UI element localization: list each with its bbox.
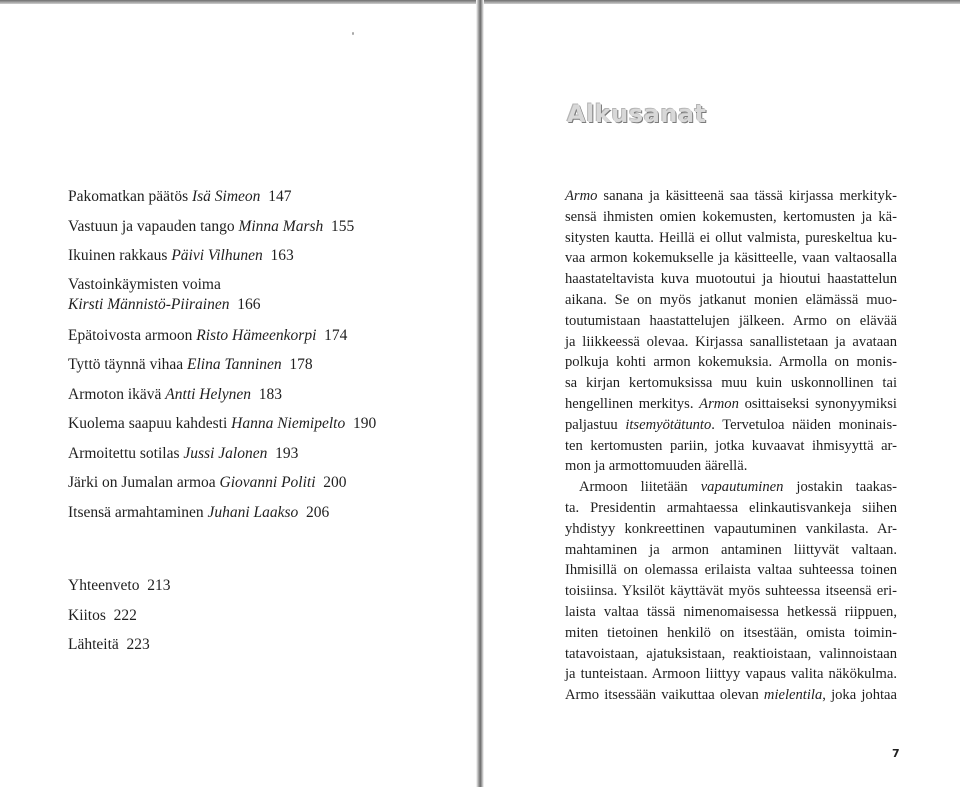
toc-author: Isä Simeon [191, 188, 261, 205]
toc-page-number: 147 [268, 188, 292, 205]
text-run: sanana ja käsitteenä saa tässä kirjassa merkityk- [597, 188, 897, 204]
toc-entry [68, 498, 428, 528]
toc-entry [68, 409, 428, 439]
text-line: sa kirjan kertomuksissa muu kuin uskonnollinen tai [565, 375, 897, 392]
text-run: . Tervetuloa näiden moninais- [711, 416, 897, 433]
text-line [565, 685, 897, 706]
toc-page-number: 155 [331, 217, 355, 235]
text-line: ta. Presidentin armahtaessa elinkautisvankeja siihen [565, 499, 897, 516]
text-run: hengellinen merkitys. [565, 395, 700, 412]
text-run: jostakin taakas- [783, 479, 897, 496]
toc-entry [68, 601, 428, 631]
toc-entry [68, 350, 428, 380]
text-line: sitysten kautta. Heillä ei ollut valmista, pureskeltua ku- [565, 229, 897, 246]
toc-entry [68, 182, 428, 212]
body-text [565, 186, 897, 706]
toc-title: Armoton ikävä [68, 385, 162, 403]
toc-gap [68, 527, 428, 571]
text-line: toutumistaan haastattelujen jälkeen. Armo on elävää [565, 312, 897, 329]
toc-entry [68, 439, 428, 469]
toc-author: Päivi Vilhunen [171, 247, 263, 264]
text-line: aikana. Se on myös jatkanut monien elämässä muo- [565, 291, 897, 308]
toc-title: Vastoinkäymisten voima [68, 275, 221, 293]
text-line: mahtaminen ja armon antaminen liittyvät valtaan. [565, 541, 897, 558]
toc-title: Kiitos [68, 606, 106, 624]
text-line: mon ja armottomuuden äärellä. [565, 458, 748, 475]
toc-title: Lähteitä [68, 636, 119, 653]
toc-entry [68, 321, 428, 351]
scan-speck [352, 32, 354, 35]
toc-page-number: 163 [270, 247, 294, 264]
toc-entry [68, 271, 428, 321]
toc-author: Giovanni Politi [219, 474, 316, 491]
text-run: paljastuu [565, 416, 626, 433]
emphasis: Armo [565, 188, 598, 204]
text-line: toisiinsa. Yksilöt käyttävät myös suhteessa itseensä eri- [565, 583, 897, 600]
toc-title: Ikuinen rakkaus [68, 247, 168, 264]
toc-title: Järki on Jumalan armoa [68, 474, 216, 491]
text-run: osittaiseksi synonyymiksi [738, 395, 897, 412]
text-line [565, 186, 897, 207]
toc-title: Armoitettu sotilas [68, 444, 180, 462]
emphasis: itsemyötätunto [625, 416, 712, 433]
page-number: 7 [892, 747, 900, 760]
book-gutter [476, 0, 484, 787]
toc-page-number: 213 [147, 577, 171, 594]
toc-page-number: 206 [306, 503, 330, 521]
toc-page-number: 190 [352, 415, 377, 432]
text-run: Armoon liitetään [579, 479, 701, 496]
emphasis: mielentila [763, 687, 823, 704]
text-line: polkuja kohti armon kokemuksia. Armolla on monis- [565, 354, 897, 371]
toc-author: Jussi Jalonen [183, 444, 268, 462]
text-run: Armo itsessään vaikuttaa olevan [565, 687, 764, 704]
toc-title: Yhteenveto [68, 577, 140, 594]
toc-page-number: 223 [126, 636, 150, 653]
toc-title: Epätoivosta armoon [68, 326, 193, 344]
text-line: laista valtaa tässä nimenomaisessa hetkessä riippuen, [565, 603, 897, 620]
paragraph [565, 477, 897, 706]
text-line [565, 394, 897, 415]
toc-title: Kuolema saapuu kahdesti [68, 415, 228, 432]
toc-author: Minna Marsh [238, 217, 324, 235]
toc-page-number: 183 [258, 385, 282, 403]
toc-title: Pakomatkan päätös [68, 188, 189, 205]
emphasis: Armon [699, 395, 739, 412]
toc-title: Itsensä armahtaminen [68, 503, 204, 521]
emphasis: vapautuminen [700, 479, 784, 496]
toc-title: Tyttö täynnä vihaa [68, 356, 184, 373]
toc-page-number: 166 [237, 296, 261, 313]
toc-entry [68, 241, 428, 271]
chapter-heading: Alkusanat [567, 100, 707, 128]
toc-author: Antti Helynen [165, 385, 251, 403]
toc-page-number: 178 [289, 356, 313, 373]
toc-page-number: 193 [275, 444, 299, 462]
text-line: ja tunteistaan. Armoon liittyy vapaus valita näkökulma. [565, 666, 897, 683]
toc-author: Hanna Niemipelto [231, 415, 346, 432]
text-line: vaa armon kokemukselle ja käsitteelle, vaan valtaosalla [565, 250, 897, 267]
text-line: ten kertomusten pariin, jotka kuvaavat ihmisyyttä ar- [565, 437, 897, 454]
toc-title: Vastuun ja vapauden tango [68, 217, 235, 235]
text-run: , joka johtaa [822, 687, 898, 704]
table-of-contents [68, 182, 428, 660]
text-line: sensä ihmisten omien kokemusten, kertomusten ja kä- [565, 208, 897, 225]
text-line [565, 477, 897, 498]
toc-author: Risto Hämeenkorpi [196, 326, 317, 344]
paragraph [565, 186, 897, 477]
text-line: haastateltavista kuva muotoutui ja hioutui haastattelun [565, 271, 897, 288]
toc-page-number: 222 [113, 606, 137, 624]
toc-entry [68, 212, 428, 242]
text-line: ja liikkeessä olevaa. Kirjassa sanallistetaan ja avataan [565, 333, 897, 350]
text-line: yhdistyy konkreettinen vapautuminen vankilasta. Ar- [565, 520, 897, 537]
text-line [565, 415, 897, 436]
toc-entry [68, 571, 428, 601]
toc-author: Juhani Laakso [207, 503, 299, 521]
text-line: tatavoistaan, ajatuksistaan, reaktioistaan, valinnoistaan [565, 645, 897, 662]
toc-entry [68, 468, 428, 498]
toc-page-number: 200 [323, 474, 347, 491]
text-line: miten tietoinen henkilö on itsestään, omista toimin- [565, 624, 897, 641]
text-line: Ihmisillä on olemassa erilaista valtaa suhteessa toinen [565, 562, 897, 579]
toc-entry [68, 630, 428, 660]
toc-author: Kirsti Männistö-Piirainen [68, 296, 230, 313]
toc-author: Elina Tanninen [187, 356, 282, 373]
toc-entry [68, 380, 428, 410]
toc-page-number: 174 [324, 326, 348, 344]
